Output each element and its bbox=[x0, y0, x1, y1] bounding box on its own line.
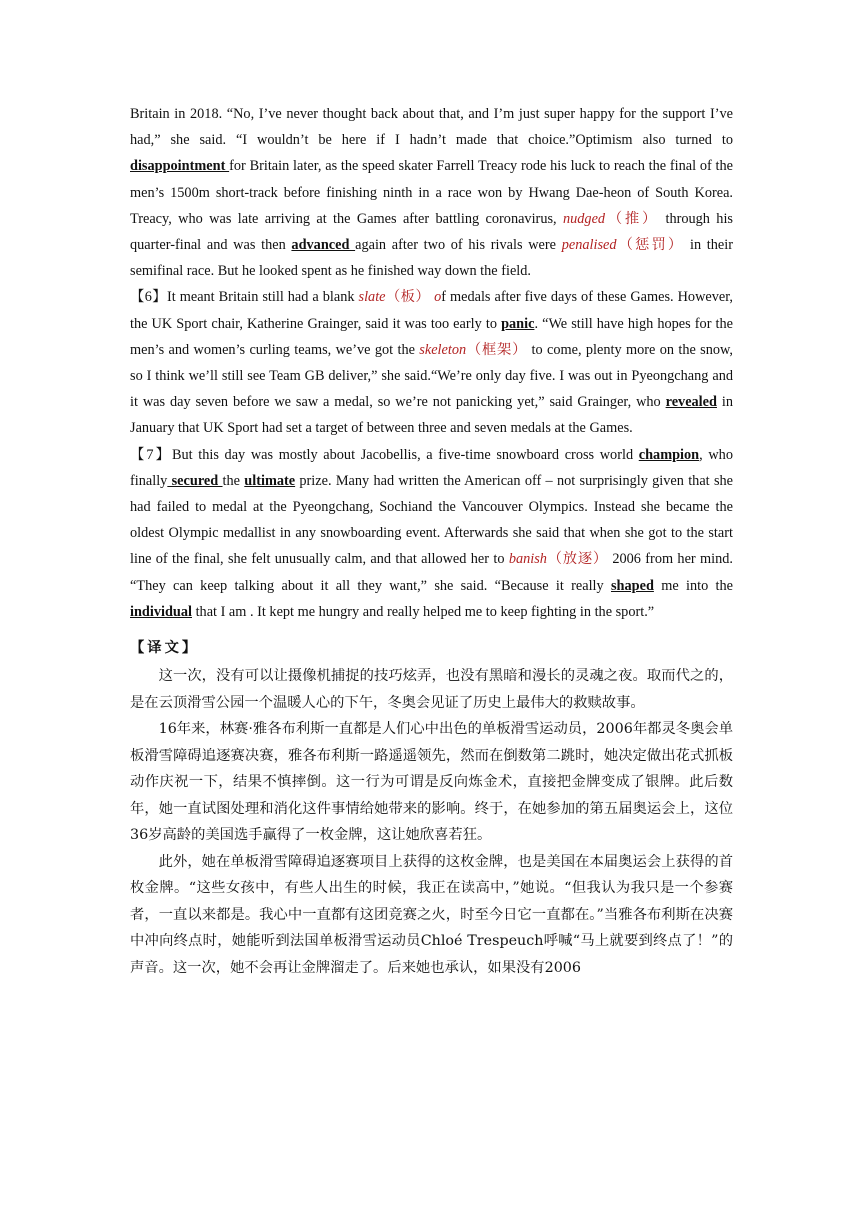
keyword-disappointment: disappointment bbox=[130, 158, 230, 175]
translation-paragraph: 此外，她在单板滑雪障碍追逐赛项目上获得的这枚金牌，也是美国在本届奥运会上获得的首枚金牌。“这些女孩中，有些人出生的时候，我正在读高中，”她说。“但我认为我只是一个参赛者，一直以来都是。我心中一直都有这团竞赛之火，时至今日它一直都在。”当雅各布利斯在决赛中冲向终点时，她能听到法国单板滑雪运动员Chloé Trespeuch呼喊“马上就要到终点了！”的声音。这一次，她不会再让金牌溜走了。后来她也承认，如果没有2006 bbox=[130, 853, 733, 976]
keyword-champion: champion bbox=[638, 446, 700, 463]
english-paragraph-intro bbox=[130, 101, 733, 284]
text-run: Britain in 2018. “No, I’ve never thought back about that, and I’m just super happy for the support I’ve had,” she said. “I wouldn’t be here if I hadn’t made that choice.”Optimism also turned to bbox=[130, 106, 733, 149]
text-run: me into the bbox=[653, 577, 733, 594]
keyword-advanced: advanced bbox=[291, 237, 356, 254]
keyword-secured: secured bbox=[167, 472, 223, 489]
text-run: the bbox=[222, 472, 245, 489]
text-run: in January that UK Sport had set a target of between three and seven medals at the Games. bbox=[130, 394, 733, 437]
keyword-ultimate: ultimate bbox=[244, 472, 296, 489]
text-run: 2006 from her mind. “They can keep talking about it all they want,” she said. “Because it really bbox=[130, 551, 733, 594]
gloss-translation-nudged: （推） bbox=[605, 210, 660, 227]
translation-paragraph: 16年来，林赛·雅各布利斯一直都是人们心中出色的单板滑雪运动员，2006年都灵冬奥会单板滑雪障碍追逐赛决赛，雅各布利斯一路遥遥领先，然而在倒数第二跳时，她决定做出花式抓板动作庆祝一下，结果不慎摔倒。这一行为可谓是反向炼金术，直接把金牌变成了银牌。此后数年，她一直试图处理和消化这件事情给她带来的影响。终于，在她参加的第五届奥运会上，这位36岁高龄的美国选手赢得了一枚金牌，这让她欣喜若狂。 bbox=[130, 721, 733, 844]
text-run: to come, plenty more on the snow, so I think we’ll still see Team GB deliver,” she said.“We’re only day five. I was out in Pyeongchang and it was day seven before we saw a medal, so we’re not panicking yet,” said Grainger, who bbox=[130, 341, 734, 411]
gloss-word-nudged: nudged bbox=[562, 210, 606, 227]
text-run: o bbox=[430, 289, 442, 306]
gloss-word-penalised: penalised bbox=[561, 237, 617, 254]
text-run: f medals after five days of these Games. However, the UK Sport chair, Katherine Grainger, said it was too early to bbox=[130, 289, 733, 332]
keyword-revealed: revealed bbox=[665, 394, 717, 411]
translation-heading: 【译文】 bbox=[130, 640, 200, 657]
keyword-individual: individual bbox=[130, 603, 192, 620]
text-run: in their semifinal race. But he looked spent as he finished way down the field. bbox=[130, 237, 734, 280]
text-run: , who finally bbox=[130, 446, 733, 489]
english-paragraph-7 bbox=[130, 442, 733, 625]
keyword-panic: panic bbox=[501, 315, 535, 332]
translation-paragraph: 这一次，没有可以让摄像机捕捉的技巧炫弄，也没有黑暗和漫长的灵魂之夜。取而代之的，是在云顶滑雪公园一个温暖人心的下午，冬奥会见证了历史上最伟大的救赎故事。 bbox=[130, 668, 733, 711]
text-run: that I am . It kept me hungry and really helped me to keep fighting in the sport.” bbox=[192, 603, 655, 620]
gloss-translation-penalised: （惩罚） bbox=[616, 237, 685, 254]
text-run: again after two of his rivals were bbox=[355, 237, 562, 254]
text-run: prize. Many had written the American off – not surprisingly given that she had failed to medal at the Pyeongchang, Sochiand the Vancouver Olympics. Instead she became the oldest Olympic medallist in any snowboarding event. Afterwards she said that when she got to the start line of the final, she felt unusually calm, and that allowed her to bbox=[130, 472, 733, 568]
text-run: through his quarter-final and was then bbox=[130, 210, 733, 254]
paragraph-marker-7: 【7】 bbox=[130, 446, 172, 463]
text-run: It meant Britain still had a blank bbox=[167, 289, 359, 306]
text-run: . “We still have high hopes for the men’s and women’s curling teams, we’ve got the bbox=[130, 315, 734, 358]
gloss-word-slate: slate bbox=[358, 289, 386, 306]
english-paragraph-6 bbox=[130, 284, 733, 441]
keyword-shaped: shaped bbox=[610, 577, 654, 594]
paragraph-marker-6: 【6】 bbox=[130, 289, 167, 306]
text-run: for Britain later, as the speed skater Farrell Treacy rode his luck to reach the final of the men’s 1500m short-track before finishing ninth in a race won by Hwang Dae-heon of South Korea. Treacy, who was late arriving at the Games after battling coronavirus, bbox=[130, 158, 733, 227]
gloss-word-skeleton: skeleton bbox=[419, 341, 467, 358]
gloss-translation-banish: （放逐） bbox=[546, 551, 609, 568]
gloss-translation-slate: （板） bbox=[385, 289, 431, 306]
gloss-translation-skeleton: （框架） bbox=[466, 341, 528, 358]
text-run: But this day was mostly about Jacobellis, a five-time snowboard cross world bbox=[171, 446, 639, 463]
gloss-word-banish: banish bbox=[508, 551, 547, 568]
